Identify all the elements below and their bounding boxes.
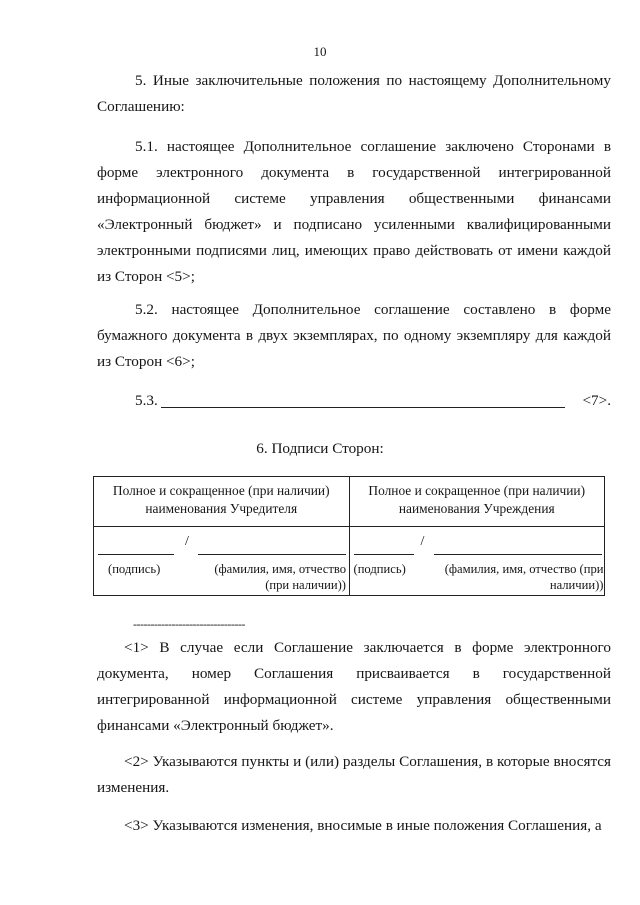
- paragraph-5-1: 5.1. настоящее Дополнительное соглашение заключено Сторонами в форме электронного документа в государственной интегрированной информационной системе управления общественными финансами «Электронный бюджет» и подписано усиленными квалифицированными электронными подписями лиц, имеющих право действовать от имени каждой из Сторон <5>;: [97, 138, 611, 285]
- founder-signature-line: [98, 554, 174, 555]
- institution-signature-caption: (подпись): [353, 562, 406, 576]
- footnote-3: <3> Указываются изменения, вносимые в иные положения Соглашения, а: [124, 817, 602, 834]
- paragraph-5-3-number: 5.3.: [135, 392, 158, 409]
- signatures-table: [93, 476, 605, 596]
- page-number: 10: [313, 44, 327, 59]
- institution-signature-cell: [349, 527, 605, 596]
- footnote-2: <2> Указываются пункты и (или) разделы Соглашения, в которые вносятся изменения.: [97, 753, 611, 796]
- fill-in-line: [161, 407, 565, 408]
- institution-signature-line: [354, 554, 414, 555]
- institution-name-caption: (фамилия, имя, отчество (при наличии)): [444, 562, 604, 592]
- paragraph-5-3-ref: <7>.: [582, 392, 611, 409]
- founder-signature-cell: [94, 527, 350, 596]
- founder-name-caption: (фамилия, имя, отчество (при наличии)): [214, 562, 346, 592]
- paragraph-5: 5. Иные заключительные положения по настоящему Дополнительному Соглашению:: [97, 72, 611, 115]
- footnote-1: <1> В случае если Соглашение заключается в форме электронного документа, номер Соглашения присваивается в государственной интегрированной информационной системе управления общественными финансами «Электронный бюджет».: [97, 639, 611, 734]
- footnote-separator: --------------------------------: [133, 617, 245, 631]
- section-6-title: 6. Подписи Сторон:: [256, 440, 384, 457]
- founder-header: Полное и сокращенное (при наличии) наименования Учредителя: [94, 477, 350, 527]
- institution-header: Полное и сокращенное (при наличии) наименования Учреждения: [349, 477, 605, 527]
- founder-name-line: [198, 554, 346, 555]
- paragraph-5-2: 5.2. настоящее Дополнительное соглашение составлено в форме бумажного документа в двух экземплярах, по одному экземпляру для каждой из Сторон <6>;: [97, 301, 611, 370]
- institution-slash: /: [420, 534, 425, 549]
- institution-name-line: [434, 554, 602, 555]
- founder-slash: /: [185, 534, 189, 549]
- founder-signature-caption: (подпись): [108, 562, 161, 576]
